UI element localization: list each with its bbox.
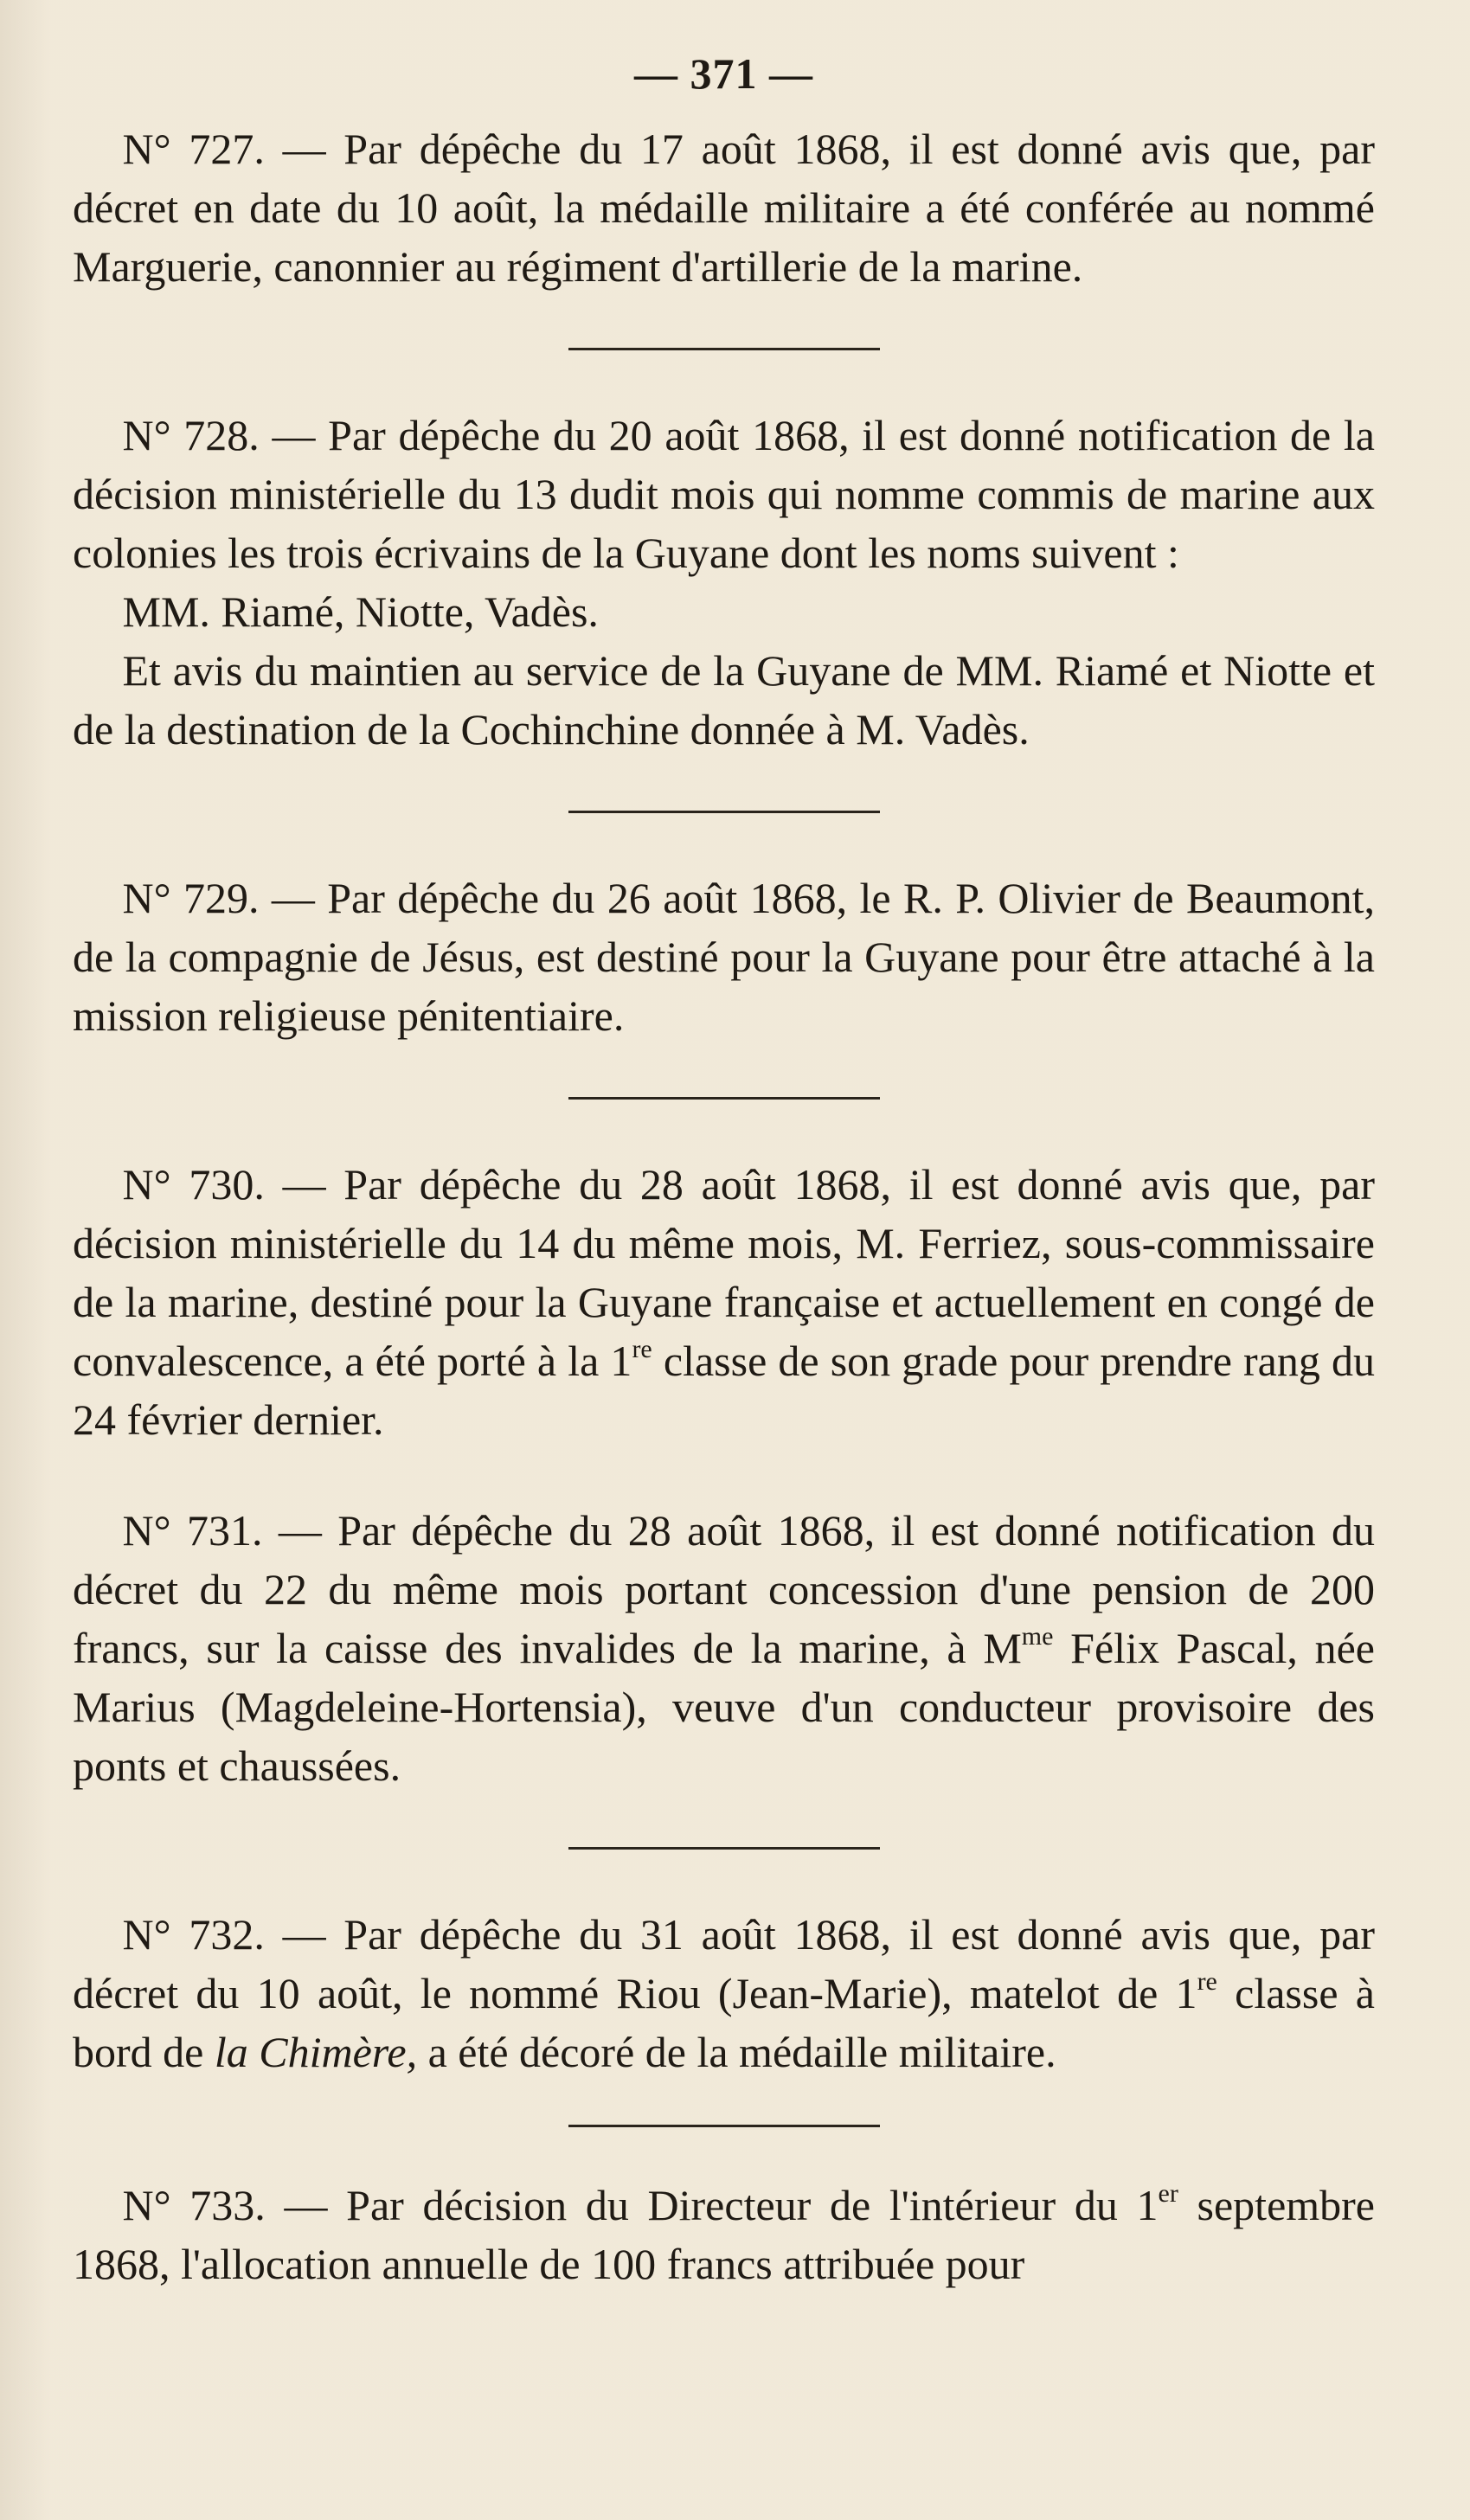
entry-733-text-b: septembre 1868, l'allocation annuelle de 100 francs attribuée pour <box>73 2181 1376 2288</box>
entry-727-text: N° 727. — Par dépêche du 17 août 1868, il est donné avis que, par décret en date du 10 août, la médaille militaire a été conférée au nommé Marguerie, canonnier au régiment d'artillerie de la marine. <box>73 125 1375 291</box>
entry-731-text-a: N° 731. — Par dépêche du 28 août 1868, il est donné notification du décret du 22 du même mois portant concession d'une pension de 200 francs, sur la caisse des invalides de la marine, à M <box>73 1506 1375 1672</box>
entry-727 <box>73 119 1375 296</box>
entry-730-text <box>73 1155 1375 1449</box>
entry-732-text <box>73 1905 1375 2081</box>
entry-733 <box>73 2176 1375 2293</box>
section-divider <box>568 1097 880 1100</box>
entry-spacer <box>73 1449 1375 1501</box>
entry-731 <box>73 1501 1375 1795</box>
entry-732-superscript: re <box>1197 1967 1217 1996</box>
entry-733-text-a: N° 733. — Par décision du Directeur de l'intérieur du 1 <box>122 2181 1159 2229</box>
entry-731-superscript: me <box>1021 1622 1054 1651</box>
page-number: — 371 — <box>634 49 813 98</box>
entry-731-text-b: Félix Pascal, née Marius (Magdeleine-Hortensia), veuve d'un conducteur provisoire des ponts et chaussées. <box>73 1624 1376 1790</box>
entry-730 <box>73 1155 1375 1449</box>
section-divider <box>568 1847 880 1850</box>
entry-729-text: N° 729. — Par dépêche du 26 août 1868, le R. P. Olivier de Beaumont, de la compagnie de Jésus, est destiné pour la Guyane pour être attaché à la mission religieuse pénitentiaire. <box>73 874 1375 1040</box>
entry-732-text-c: a été décoré de la médaille militaire. <box>417 2028 1056 2076</box>
entry-731-text <box>73 1501 1375 1795</box>
entry-732-text-b: classe à bord de <box>73 1969 1375 2076</box>
entry-732-text-a: N° 732. — Par dépêche du 31 août 1868, il est donné avis que, par décret du 10 août, le nommé Riou (Jean-Marie), matelot de 1 <box>73 1910 1375 2017</box>
entry-728-names: MM. Riamé, Niotte, Vadès. <box>122 587 599 636</box>
section-divider <box>568 2125 880 2127</box>
entry-728 <box>73 406 1375 759</box>
entry-732 <box>73 1905 1375 2081</box>
section-divider <box>568 811 880 813</box>
entry-733-text <box>73 2176 1375 2293</box>
entry-728-note: Et avis du maintien au service de la Guyane de MM. Riamé et Niotte et de la destination de la Cochinchine donnée à M. Vadès. <box>73 646 1375 753</box>
entry-730-text-b: classe de son grade pour prendre rang du 24 février dernier. <box>73 1337 1375 1444</box>
entry-733-superscript: er <box>1158 2179 1178 2208</box>
entry-730-superscript: re <box>632 1335 652 1363</box>
entry-729 <box>73 869 1375 1045</box>
entry-728-text: N° 728. — Par dépêche du 20 août 1868, il est donné notification de la décision ministérielle du 13 dudit mois qui nomme commis de marine aux colonies les trois écrivains de la Guyane dont les noms suivent : <box>73 411 1375 577</box>
section-divider <box>568 348 880 350</box>
entry-730-text-a: N° 730. — Par dépêche du 28 août 1868, il est donné avis que, par décision ministérielle du 14 du même mois, M. Ferriez, sous-commissaire de la marine, destiné pour la Guyane française et actuellement en congé de convalescence, a été porté à la 1 <box>73 1160 1375 1385</box>
entry-732-ship-name: la Chimère, <box>214 2028 418 2076</box>
